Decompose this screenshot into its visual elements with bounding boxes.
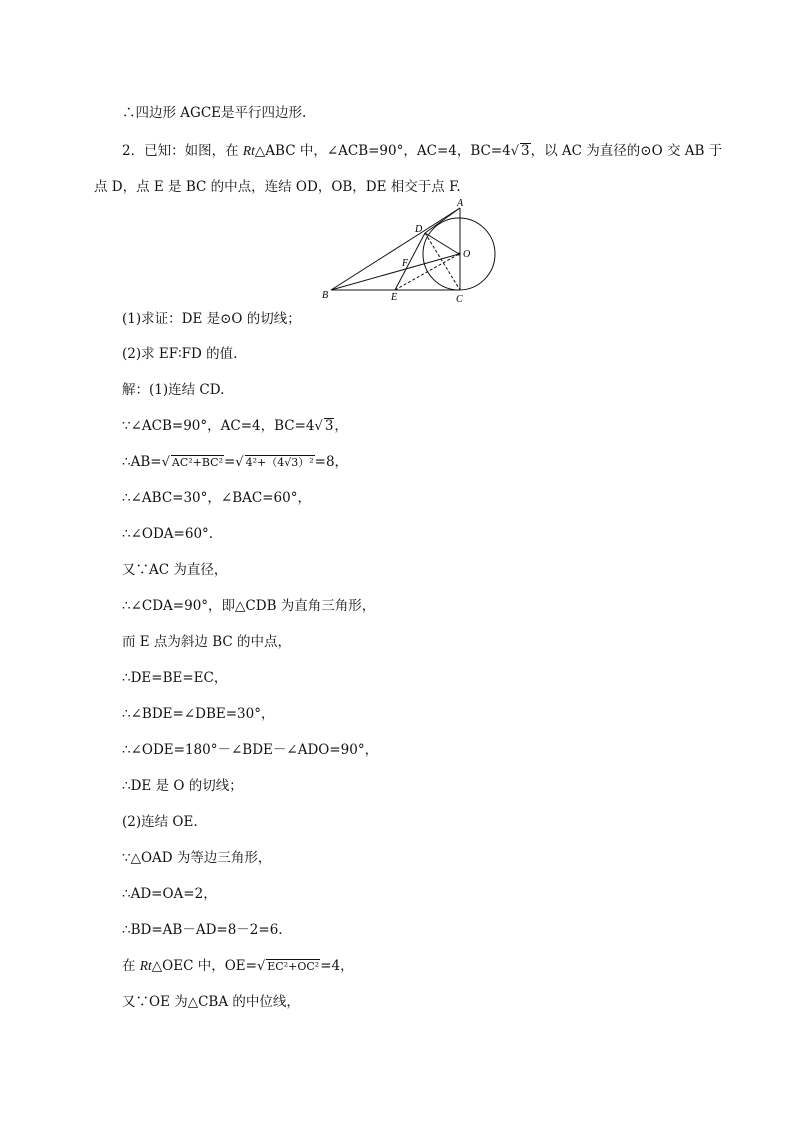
label-o: O	[463, 249, 471, 260]
segment-od	[425, 233, 459, 254]
center-o-point	[458, 253, 461, 256]
segment-ab	[331, 208, 460, 290]
solution-line: ∴∠ODE=180°－∠BDE－∠ADO=90°，	[122, 742, 379, 758]
solution-line: ∴DE 是 O 的切线；	[122, 778, 243, 794]
solution-line: ∴∠BDE=∠DBE=30°，	[122, 706, 275, 722]
solution-line: 解：(1)连结 CD.	[122, 382, 225, 398]
solution-line: (2)连结 OE.	[122, 814, 198, 830]
label-b: B	[322, 290, 329, 301]
solution-line: ∴AB=√ AC²+BC²=√ 4²+（4√3）²=8，	[122, 454, 349, 470]
solution-line: ∴∠ODA=60°.	[122, 526, 214, 542]
solution-line: 而 E 点为斜边 BC 的中点，	[122, 634, 292, 650]
solution-line: 又∵AC 为直径，	[122, 562, 228, 578]
text-line: ∴四边形 AGCE是平行四边形.	[122, 105, 307, 121]
solution-line: ∴∠CDA=90°，即△CDB 为直角三角形，	[122, 598, 376, 614]
segment-cd	[425, 233, 460, 290]
solution-line: ∴DE=BE=EC，	[122, 670, 228, 686]
solution-line: ∴∠ABC=30°，∠BAC=60°，	[122, 490, 311, 506]
solution-line: ∵∠ACB=90°，AC=4，BC=4√ 3，	[122, 418, 348, 434]
label-a: A	[457, 198, 464, 209]
question-2-line-1: 2．已知：如图，在 Rt△ABC 中，∠ACB=90°，AC=4，BC=4√ 3，以 AC 为直径的⊙O 交 AB 于	[122, 143, 723, 159]
subquestion-2: (2)求 EF∶FD 的值.	[122, 346, 238, 362]
label-e: E	[391, 292, 398, 303]
solution-line: 在 Rt△OEC 中，OE=√ EC²+OC²=4，	[122, 958, 354, 974]
solution-line: 又∵OE 为△CBA 的中位线，	[122, 994, 300, 1010]
subquestion-1: (1)求证：DE 是⊙O 的切线；	[122, 311, 301, 327]
solution-line: ∴AD=OA=2，	[122, 886, 217, 902]
question-2-line-2: 点 D，点 E 是 BC 的中点，连结 OD，OB，DE 相交于点 F.	[94, 179, 461, 195]
label-d: D	[415, 224, 423, 235]
solution-line: ∵△OAD 为等边三角形，	[122, 850, 272, 866]
solution-line: ∴BD=AB－AD=8－2=6.	[122, 922, 283, 938]
geometry-figure	[318, 198, 508, 304]
label-f: F	[402, 258, 409, 269]
label-c: C	[456, 294, 463, 304]
segment-ad	[425, 208, 460, 233]
